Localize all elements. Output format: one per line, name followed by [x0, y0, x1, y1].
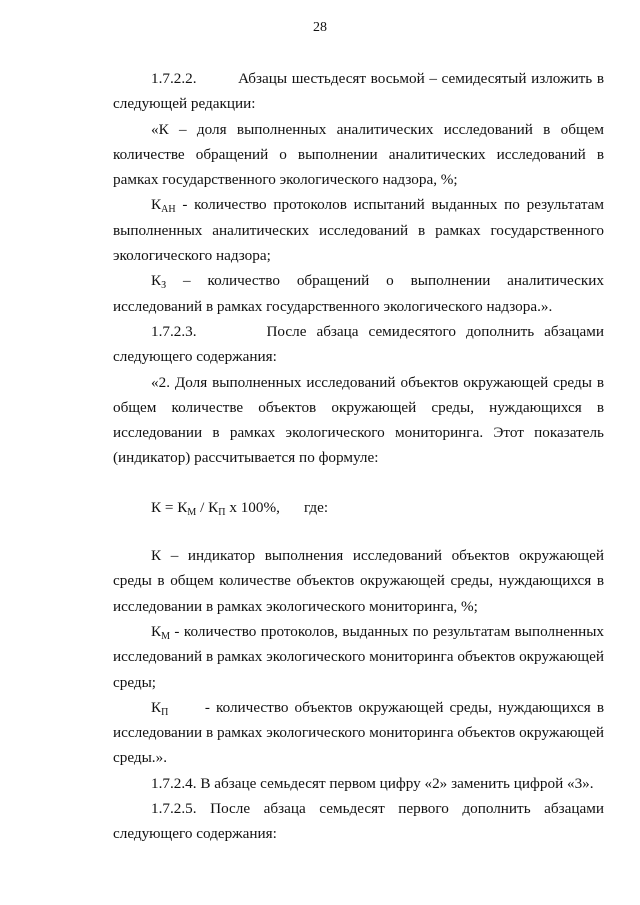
- paragraph-1-7-2-3: 1.7.2.3. После абзаца семидесятого дополнить абзацами следующего содержания:: [113, 322, 604, 366]
- paragraph-k-definition: «К – доля выполненных аналитических исследований в общем количестве обращений о выполнении аналитических исследований в рамках государственного экологического надзора, %;: [113, 120, 604, 189]
- symbol-k: К: [151, 622, 162, 640]
- subscript-m: М: [161, 630, 171, 642]
- formula-part-c: х 100%,: [225, 498, 280, 516]
- subscript-p: П: [161, 706, 169, 718]
- symbol-k: К: [151, 272, 162, 290]
- paragraph-1-7-2-4: 1.7.2.4. В абзаце семьдесят первом цифру «2» заменить цифрой «3».: [151, 774, 594, 792]
- formula-part-b: / К: [196, 498, 219, 516]
- paragraph-km-definition: [113, 619, 604, 695]
- symbol-k: К: [151, 698, 162, 716]
- formula-where: где:: [303, 498, 329, 516]
- subscript-z: З: [161, 280, 167, 292]
- page-number: 28: [313, 20, 327, 35]
- paragraph-indicator-2: «2. Доля выполненных исследований объектов окружающей среды в общем количестве объектов окружающей среды, нуждающихся в исследовании в рамках экологического мониторинга. Этот показатель (индикатор) рассчитывается по формуле:: [113, 373, 604, 467]
- formula-subscript-m: М: [187, 506, 197, 518]
- kan-text: - количество протоколов испытаний выданных по результатам выполненных аналитических исследований в рамках государственного экологического надзора;: [113, 196, 604, 265]
- formula-part-a: К = К: [151, 498, 188, 516]
- symbol-k: К: [151, 196, 162, 214]
- kp-text: - количество объектов окружающей среды, нуждающихся в исследовании в рамках экологического мониторинга объектов окружающей среды.».: [113, 698, 604, 767]
- formula-subscript-p: П: [218, 506, 226, 518]
- paragraph-k-indicator: К – индикатор выполнения исследований объектов окружающей среды в общем количестве объектов окружающей среды, нуждающихся в исследовании в рамках экологического мониторинга, %;: [113, 547, 604, 615]
- paragraph-kan-definition: [113, 192, 604, 268]
- paragraph-kz-definition: [113, 268, 604, 319]
- document-body: [113, 66, 604, 847]
- subscript-an: АН: [161, 204, 176, 216]
- km-text: - количество протоколов, выданных по результатам выполненных исследований в рамках экологического мониторинга объектов окружающей среды;: [113, 622, 604, 691]
- paragraph-1-7-2-2: 1.7.2.2. Абзацы шестьдесят восьмой – семидесятый изложить в следующей редакции:: [113, 70, 604, 113]
- paragraph-kp-definition: [113, 695, 604, 771]
- formula: [113, 495, 604, 520]
- kz-text: – количество обращений о выполнении аналитических исследований в рамках государственного экологического надзора.».: [113, 272, 604, 315]
- paragraph-1-7-2-5: 1.7.2.5. После абзаца семьдесят первого дополнить абзацами следующего содержания:: [113, 800, 604, 843]
